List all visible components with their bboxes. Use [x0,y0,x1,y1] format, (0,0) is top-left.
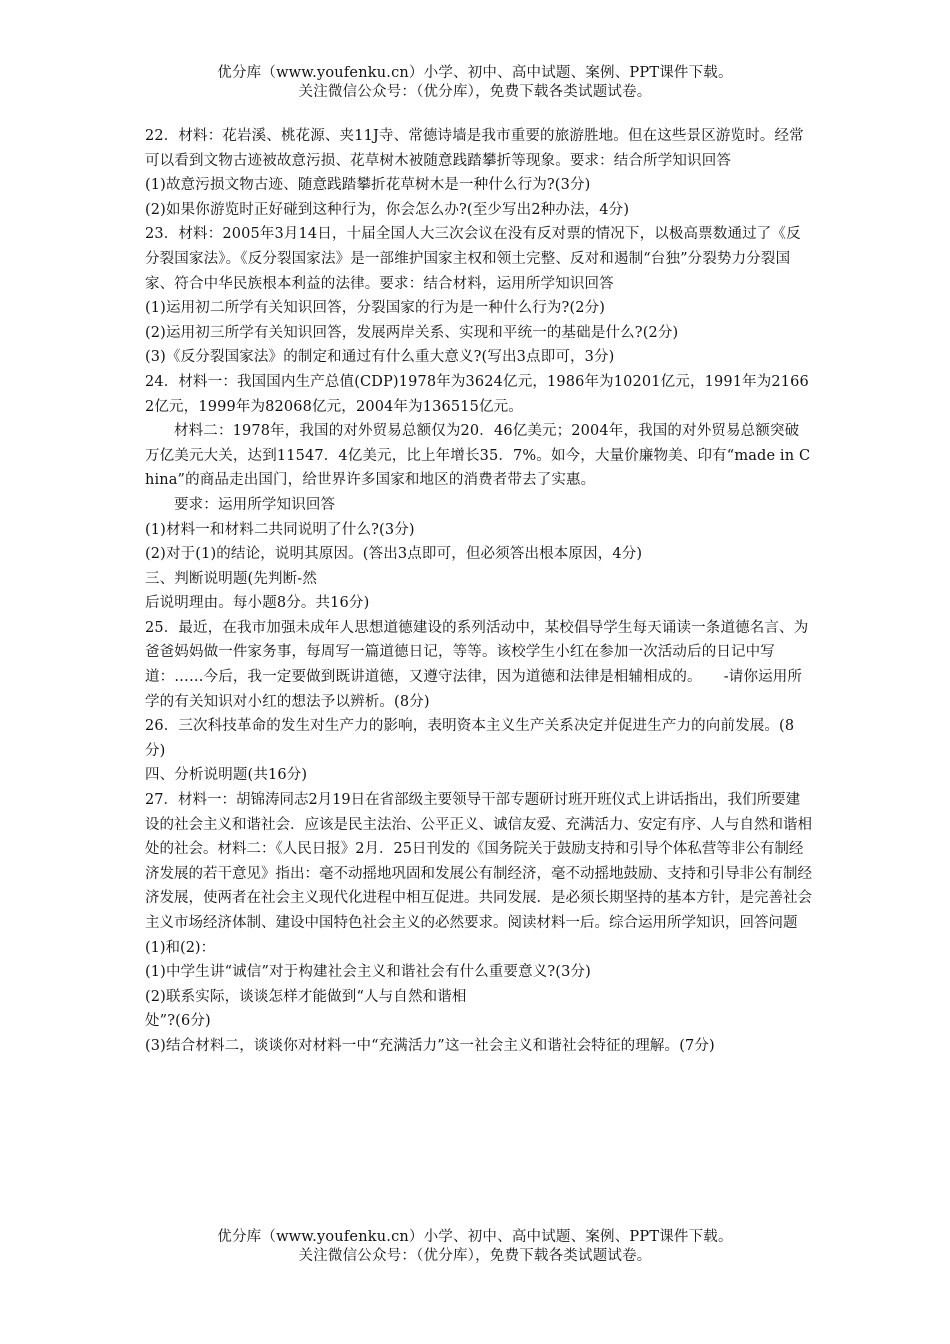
question-27-part-2: (2)联系实际，谈谈怎样才能做到“人与自然和谐相 [145,988,467,1005]
footer-line-1: 优分库（www.youfenku.cn）小学、初中、高中试题、案例、PPT课件下载。 [217,1229,733,1245]
page-footer [0,1228,950,1266]
question-22-part-1: (1)故意污损文物古迹、随意践踏攀折花草树木是一种什么行为?(3分) [145,177,591,194]
document-body [145,124,813,1059]
footer-line-2: 关注微信公众号：（优分库），免费下载各类试题试卷。 [298,1248,652,1264]
page-header [0,64,950,102]
question-24-material-1: 24．材料一：我国国内生产总值(CDP)1978年为3624亿元，1986年为10201亿元，1991年为21662亿元，1999年为82068亿元，2004年为136515亿元。 [145,373,809,415]
question-25: 25．最近，在我市加强未成年人思想道德建设的系列活动中，某校倡导学生每天诵读一条道德名言、为爸爸妈妈做一件家务事，每周写一篇道德日记，等等。该校学生小红在参加一次活动后的日记中写道：……今后，我一定要做到既讲道德，又遵守法律，因为道德和法律是相辅相成的。 -请你运用所学的有关知识对小红的想法予以辨析。(8分) [145,619,809,710]
question-22-part-2: (2)如果你游览时正好碰到这种行为，你会怎么办?(至少写出2种办法，4分) [145,201,630,218]
question-23-part-3: (3)《反分裂国家法》的制定和通过有什么重大意义?(写出3点即可，3分) [145,349,615,366]
question-27-part-1: (1)中学生讲“诚信”对于构建社会主义和谐社会有什么重要意义?(3分) [145,964,591,981]
question-23: 23．材料：2005年3月14日，十届全国人大三次会议在没有反对票的情况下，以极高票数通过了《反分裂国家法》。《反分裂国家法》是一部维护国家主权和领土完整、反对和遏制“台独”分裂势力分裂国家、符合中华民族根本利益的法律。要求：结合材料，运用所学知识回答 [145,226,801,292]
question-24-part-2: (2)对于(1)的结论，说明其原因。(答出3点即可，但必须答出根本原因，4分) [145,546,643,563]
question-24-part-1: (1)材料一和材料二共同说明了什么?(3分) [145,521,415,538]
question-27-part-3: (3)结合材料二，谈谈你对材料一中“充满活力”这一社会主义和谐社会特征的理解。(7分) [145,1037,715,1054]
header-line-1: 优分库（www.youfenku.cn）小学、初中、高中试题、案例、PPT课件下载。 [217,65,733,81]
question-22: 22．材料：花岩溪、桃花源、夹11J寺、常德诗墙是我市重要的旅游胜地。但在这些景区游览时。经常可以看到文物古迹被故意污损、花草树木被随意践踏攀折等现象。要求：结合所学知识回答 [145,128,804,169]
question-23-part-2: (2)运用初三所学有关知识回答，发展两岸关系、实现和平统一的基础是什么?(2分) [145,324,679,341]
question-27: 27．材料一：胡锦涛同志2月19日在省部级主要领导干部专题研讨班开班仪式上讲话指出，我们所要建设的社会主义和谐社会．应该是民主法治、公平正义、诚信友爱、充满活力、安定有序、人与自然和谐相处的社会。材料二：《人民日报》2月．25日刊发的《国务院关于鼓励支持和引导个体私营等非公有制经济发展的若干意见》指出：毫不动摇地巩固和发展公有制经济，毫不动摇地鼓励、支持和引导非公有制经济发展，使两者在社会主义现代化进程中相互促进。共同发展．是必须长期坚持的基本方针，是完善社会主义市场经济体制、建设中国特色社会主义的必然要求。阅读材料一后。综合运用所学知识，回答问题(1)和(2)： [145,792,812,956]
section-3-heading-continued: 后说明理由。每小题8分。共16分) [145,595,370,612]
section-4-heading: 四、分析说明题(共16分) [145,767,308,784]
question-24-requirement: 要求：运用所学知识回答 [174,496,336,513]
question-24-material-2: 材料二：1978年，我国的对外贸易总额仅为20．46亿美元；2004年，我国的对外贸易总额突破万亿美元大关，达到11547．4亿美元，比上年增长35．7%。如今，大量价廉物美、印有“made in China”的商品走出国门，给世界许多国家和地区的消费者带去了实惠。 [145,423,811,489]
question-26: 26．三次科技革命的发生对生产力的影响，表明资本主义生产关系决定并促进生产力的向前发展。(8分) [145,718,795,759]
question-27-part-2-continued: 处”?(6分) [145,1013,211,1030]
header-line-2: 关注微信公众号：（优分库），免费下载各类试题试卷。 [298,84,652,100]
section-3-heading: 三、判断说明题(先判断-然 [145,570,318,587]
question-23-part-1: (1)运用初二所学有关知识回答，分裂国家的行为是一种什么行为?(2分) [145,300,606,317]
